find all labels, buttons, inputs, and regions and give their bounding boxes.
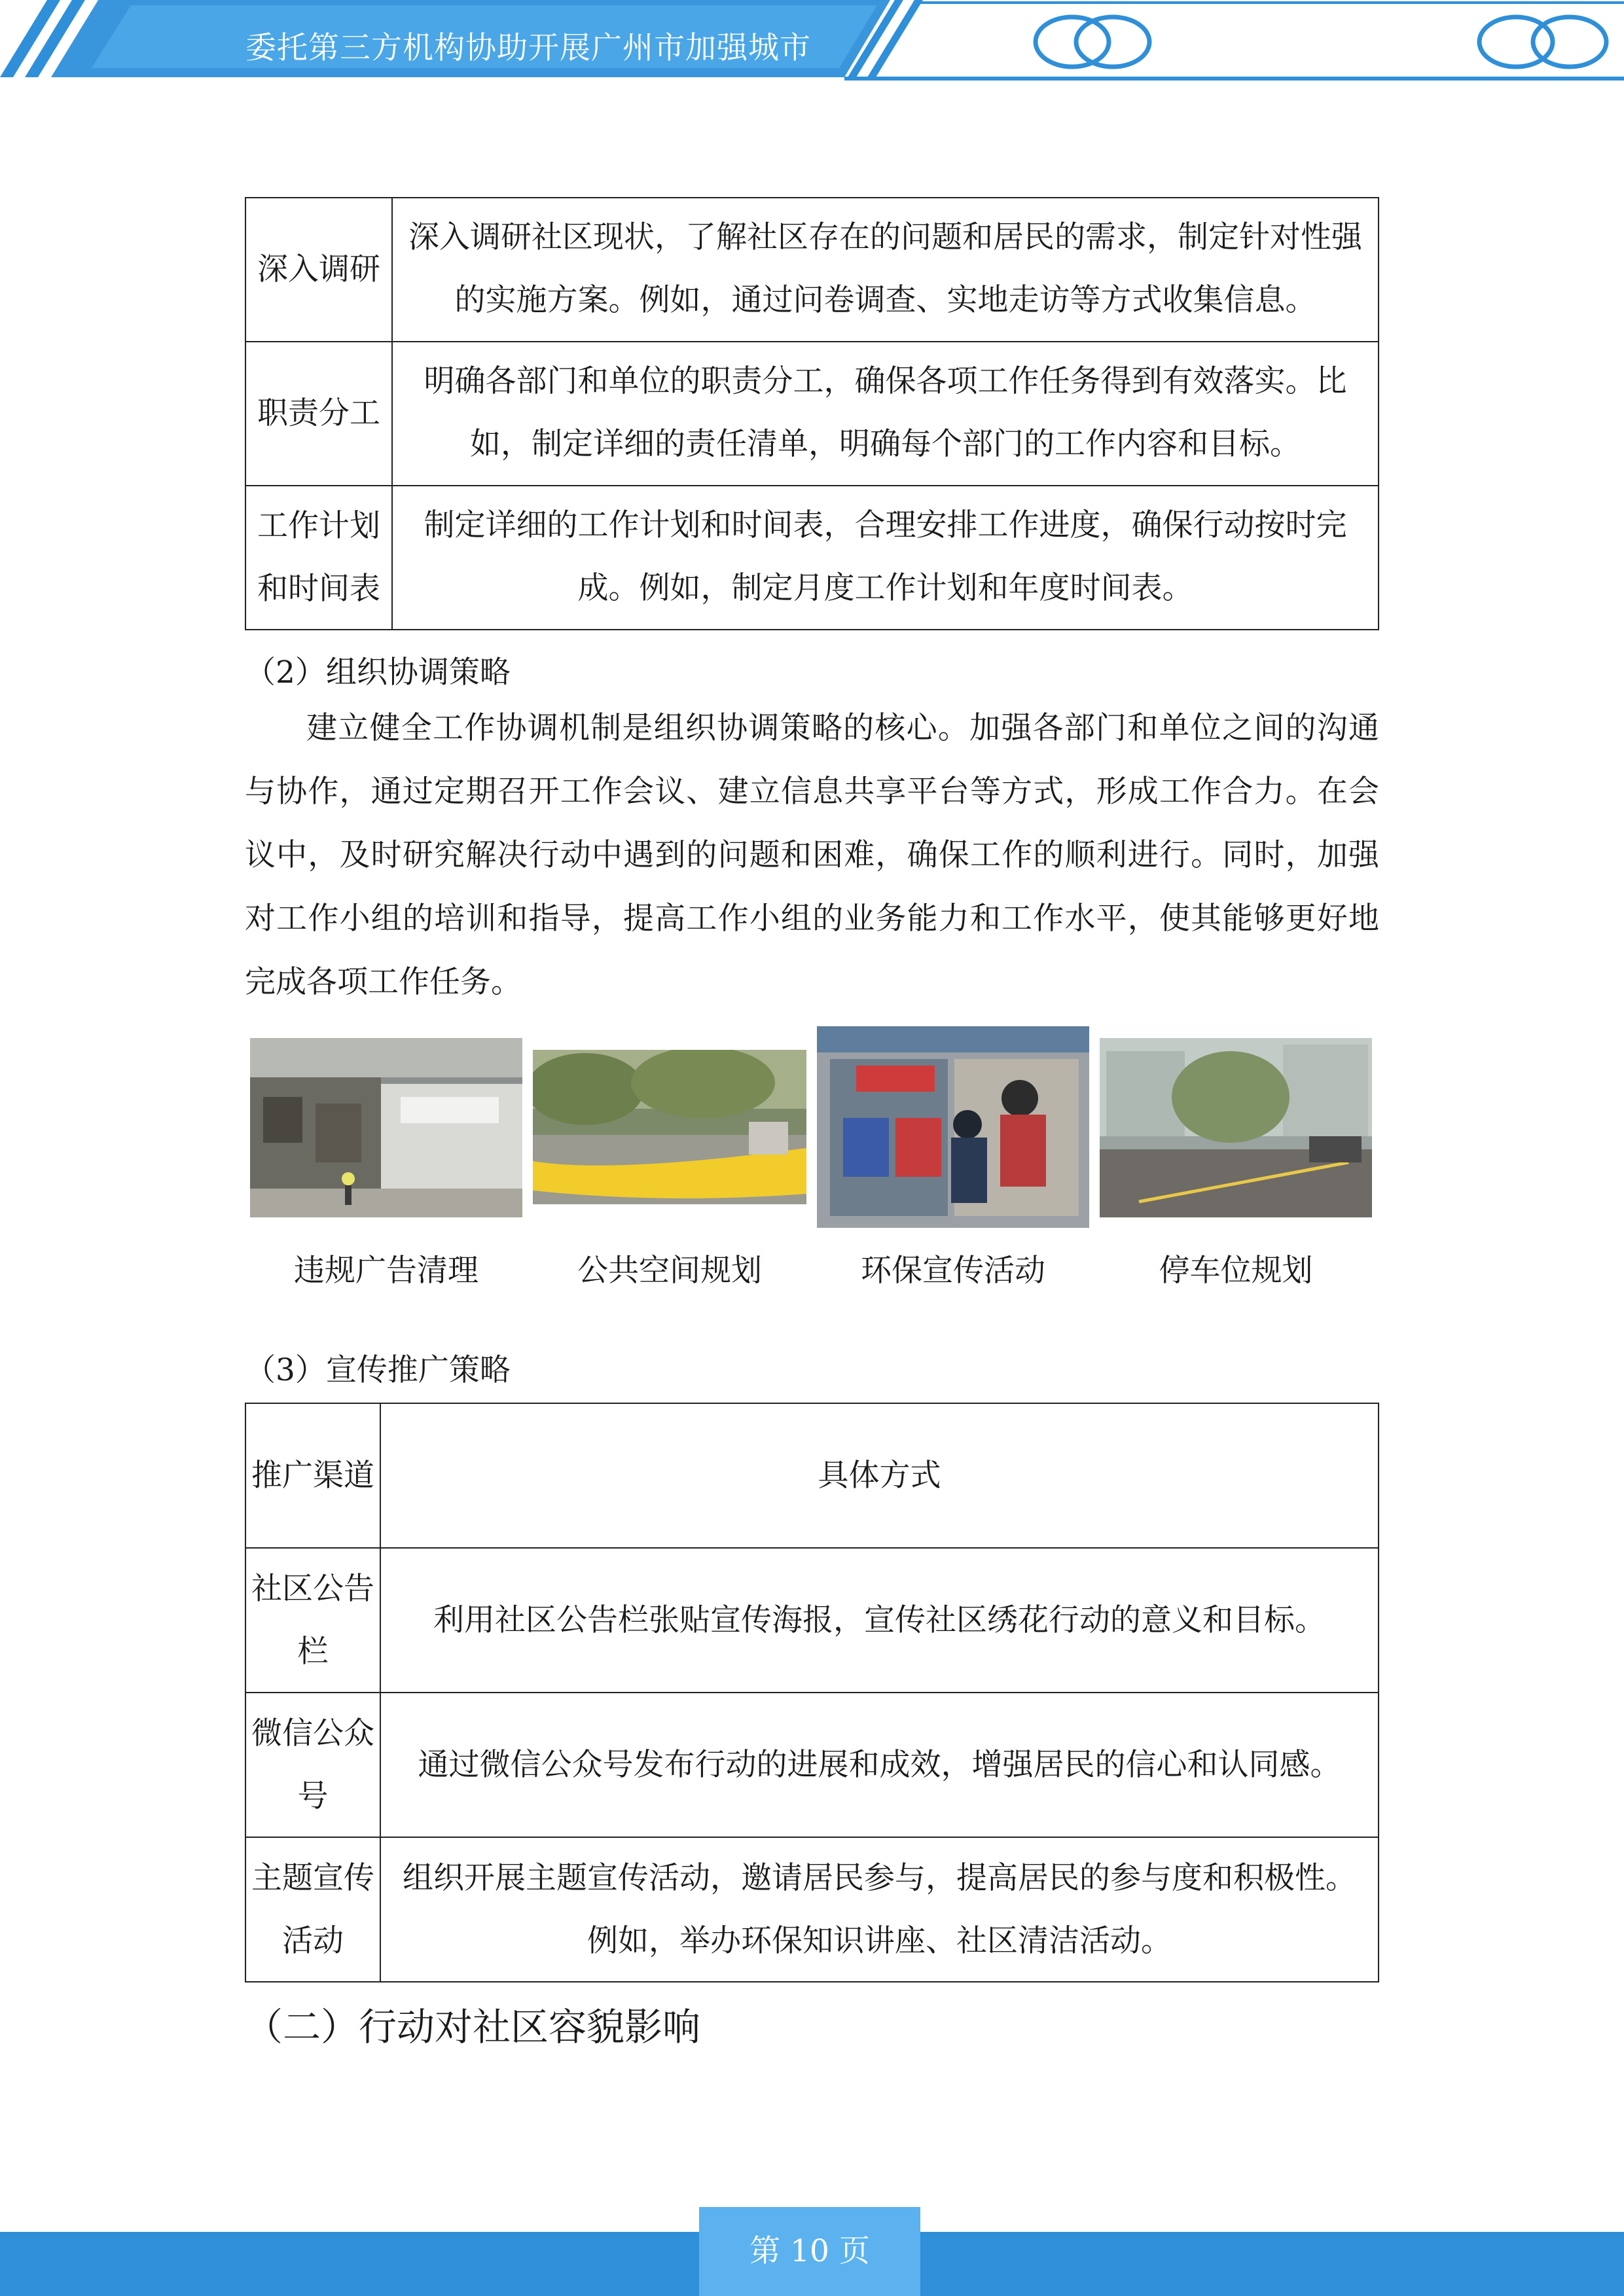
table-value-cell: 制定详细的工作计划和时间表，合理安排工作进度，确保行动按时完成。例如，制定月度工作计划和年度时间表。 [392, 486, 1379, 630]
table-header-value: 具体方式 [380, 1403, 1379, 1548]
table-value-cell: 利用社区公告栏张贴宣传海报，宣传社区绣花行动的意义和目标。 [380, 1548, 1379, 1693]
subheading-promotion: （3）宣传推广策略 [245, 1352, 511, 1388]
table-value-cell: 明确各部门和单位的职责分工，确保各项工作任务得到有效落实。比如，制定详细的责任清单，明确每个部门的工作内容和目标。 [392, 342, 1379, 486]
photo-public-space [533, 1050, 806, 1204]
promotion-table [245, 1403, 1379, 1982]
table-key-cell: 职责分工 [245, 342, 392, 486]
table-row [245, 486, 1379, 630]
coordination-paragraph: 建立健全工作协调机制是组织协调策略的核心。加强各部门和单位之间的沟通与协作，通过定期召开工作会议、建立信息共享平台等方式，形成工作合力。在会议中，及时研究解决行动中遇到的问题和困难，确保工作的顺利进行。同时，加强对工作小组的培训和指导，提高工作小组的业务能力和工作水平，使其能够更好地完成各项工作任务。 [245, 710, 1379, 1000]
photo-ad-cleanup [250, 1038, 522, 1217]
table-row [245, 1837, 1379, 1982]
photo-caption: 公共空间规划 [577, 1253, 762, 1289]
table-row [245, 198, 1379, 342]
table-key-cell: 主题宣传活动 [245, 1837, 380, 1982]
table-key-cell: 微信公众号 [245, 1693, 380, 1837]
page-header [0, 0, 1624, 85]
table-row [245, 342, 1379, 486]
section-title: （二）行动对社区容貌影响 [245, 2005, 701, 2049]
table-key-cell: 深入调研 [245, 198, 392, 342]
photo-caption: 环保宣传活动 [861, 1253, 1045, 1289]
subheading-coordination: （2）组织协调策略 [245, 655, 511, 691]
table-header-row [245, 1403, 1379, 1548]
table-value-cell: 深入调研社区现状，了解社区存在的问题和居民的需求，制定针对性强的实施方案。例如，通过问卷调查、实地走访等方式收集信息。 [392, 198, 1379, 342]
photo-eco-campaign [817, 1026, 1089, 1228]
table-header-key: 推广渠道 [245, 1403, 380, 1548]
photo-parking-plan [1100, 1038, 1372, 1217]
photo-caption: 停车位规划 [1159, 1253, 1313, 1289]
table-key-cell: 工作计划和时间表 [245, 486, 392, 630]
table-key-cell: 社区公告栏 [245, 1548, 380, 1693]
table-row [245, 1693, 1379, 1837]
table-row [245, 1548, 1379, 1693]
strategy-table [245, 197, 1379, 630]
page-number: 第 10 页 [699, 2207, 920, 2296]
table-value-cell: 通过微信公众号发布行动的进展和成效，增强居民的信心和认同感。 [380, 1693, 1379, 1837]
header-title: 委托第三方机构协助开展广州市加强城市 [245, 30, 811, 66]
header-banner-graphic [0, 0, 1624, 85]
table-value-cell: 组织开展主题宣传活动，邀请居民参与，提高居民的参与度和积极性。例如，举办环保知识讲座、社区清洁活动。 [380, 1837, 1379, 1982]
photo-caption: 违规广告清理 [294, 1253, 478, 1289]
